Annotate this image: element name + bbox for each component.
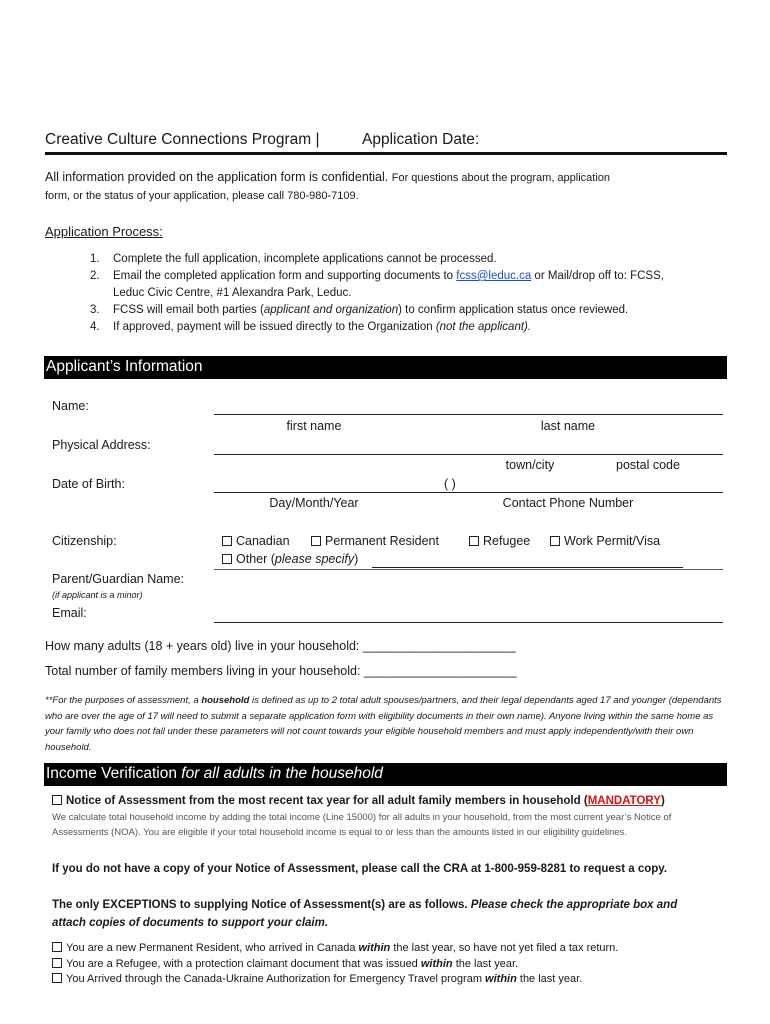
exceptions-text: The only EXCEPTIONS to supplying Notice of Assessment(s) are as follows. <box>52 899 471 911</box>
option-label: Other ( <box>236 552 275 566</box>
exception-item[interactable] <box>52 941 618 957</box>
intro-paragraph <box>45 169 715 205</box>
step-number: 3. <box>90 304 100 316</box>
exception-text-cont: the last year. <box>516 973 583 985</box>
step-number: 1. <box>90 253 100 265</box>
citizenship-refugee[interactable] <box>469 534 530 548</box>
fcss-email-link[interactable]: fcss@leduc.ca <box>456 270 532 282</box>
applicant-section-header: Applicant’s Information <box>44 356 727 379</box>
contact-info-2: form, or the status of your application, please call 780-980-7109. <box>45 190 359 202</box>
option-italic: please specify <box>274 552 355 566</box>
phone-area-code: ( ) <box>444 477 456 491</box>
citizenship-other[interactable] <box>222 552 358 566</box>
option-label: Refugee <box>483 534 531 548</box>
exception-em: within <box>420 957 453 970</box>
name-field[interactable] <box>214 414 723 415</box>
step-italic: applicant and organization <box>263 304 399 316</box>
phone-caption: Contact Phone Number <box>502 496 634 510</box>
step-text-line2: Leduc Civic Centre, #1 Alexandra Park, Leduc. <box>113 287 352 299</box>
note-bold: household <box>201 695 250 706</box>
dob-label: Date of Birth: <box>52 477 125 491</box>
note-text: **For the purposes of assessment, a <box>45 695 202 706</box>
income-title: Income Verification <box>46 765 182 782</box>
exception-em: within <box>485 973 517 985</box>
program-title: Creative Culture Connections Program | <box>45 131 320 148</box>
step-text: Email the completed application form and supporting documents to <box>113 270 457 282</box>
other-specify-field[interactable] <box>372 567 683 568</box>
exception-text-cont: the last year, so have not yet filed a tax return. <box>390 942 619 954</box>
exception-item[interactable] <box>52 972 618 988</box>
checkbox-icon[interactable] <box>52 942 62 952</box>
process-step <box>90 251 730 268</box>
email-label: Email: <box>52 606 87 620</box>
step-text: FCSS will email both parties ( <box>113 304 264 316</box>
adults-question: How many adults (18 + years old) live in your household: ______________________ <box>45 639 516 653</box>
process-steps <box>90 251 730 336</box>
checkbox-icon[interactable] <box>469 536 479 546</box>
checkbox-icon[interactable] <box>222 554 232 564</box>
step-text: Complete the full application, incomplete applications cannot be processed. <box>113 253 497 265</box>
noa-close: ) <box>660 795 665 807</box>
step-italic: (not the applicant). <box>435 321 532 333</box>
noa-description: We calculate total household income by adding the total income (Line 15000) for all adults in your household, from the most current year’s Notice of Assessments (NOA). You are eligible if your total household income is equal to or less than the amounts listed in our eligibility guidelines. <box>52 812 672 838</box>
process-step <box>90 319 730 336</box>
exception-em: within <box>358 942 391 954</box>
process-step <box>90 268 730 302</box>
contact-info-1: For questions about the program, application <box>391 172 611 184</box>
exceptions-list <box>52 941 618 988</box>
checkbox-icon[interactable] <box>52 795 62 805</box>
mandatory-badge: MANDATORY <box>587 795 661 807</box>
noa-label: Notice of Assessment from the most recent tax year for all adult family members in household ( <box>66 795 588 807</box>
last-name-caption: last name <box>540 419 596 433</box>
process-step <box>90 302 730 319</box>
option-label: Canadian <box>236 534 290 548</box>
option-label: Permanent Resident <box>325 534 439 548</box>
step-text-cont: ) to confirm application status once reviewed. <box>398 304 629 316</box>
guardian-field[interactable] <box>214 569 723 570</box>
guardian-label: Parent/Guardian Name: <box>52 572 185 586</box>
email-field[interactable] <box>214 622 723 623</box>
checkbox-icon[interactable] <box>311 536 321 546</box>
exception-text: You are a new Permanent Resident, who arrived in Canada <box>66 942 359 954</box>
citizenship-work-permit[interactable] <box>550 534 660 548</box>
guardian-note: (if applicant is a minor) <box>52 590 143 600</box>
income-section-header <box>44 763 727 786</box>
postal-code-caption: postal code <box>616 458 680 472</box>
dob-field[interactable] <box>214 492 444 493</box>
step-text-cont: or Mail/drop off to: FCSS, <box>531 270 664 282</box>
name-label: Name: <box>52 399 89 413</box>
dob-format-caption: Day/Month/Year <box>269 496 359 510</box>
total-members-question: Total number of family members living in your household: ______________________ <box>45 664 517 678</box>
citizenship-label: Citizenship: <box>52 534 117 548</box>
exception-item[interactable] <box>52 957 618 973</box>
form-header <box>45 131 727 149</box>
step-text: If approved, payment will be issued directly to the Organization <box>113 321 436 333</box>
first-name-caption: first name <box>286 419 342 433</box>
household-definition-note <box>45 693 730 755</box>
exception-text-cont: the last year. <box>452 957 519 970</box>
citizenship-canadian[interactable] <box>222 534 290 548</box>
exception-text: You Arrived through the Canada-Ukraine Authorization for Emergency Travel program <box>66 973 486 985</box>
town-city-caption: town/city <box>505 458 555 472</box>
confidential-notice: All information provided on the application form is confidential. <box>45 170 389 184</box>
income-title-italic: for all adults in the household <box>181 765 383 782</box>
application-process-title: Application Process: <box>45 224 163 239</box>
exceptions-italic: Please check the appropriate box and attach copies of documents to support your claim. <box>52 899 678 929</box>
checkbox-icon[interactable] <box>550 536 560 546</box>
header-divider <box>45 152 727 155</box>
checkbox-icon[interactable] <box>52 958 62 968</box>
phone-field[interactable] <box>444 492 723 493</box>
step-number: 2. <box>90 270 100 282</box>
application-date-label: Application Date: <box>362 131 480 148</box>
address-label: Physical Address: <box>52 438 151 452</box>
step-number: 4. <box>90 321 100 333</box>
noa-item[interactable] <box>52 795 665 807</box>
address-field[interactable] <box>214 454 723 455</box>
cra-contact-line: If you do not have a copy of your Notice of Assessment, please call the CRA at 1-800-959-8281 to request a copy. <box>52 863 668 875</box>
checkbox-icon[interactable] <box>52 973 62 983</box>
exception-text: You are a Refugee, with a protection claimant document that was issued <box>66 957 421 970</box>
citizenship-permanent-resident[interactable] <box>311 534 439 548</box>
checkbox-icon[interactable] <box>222 536 232 546</box>
exceptions-intro <box>52 896 712 932</box>
note-text-cont: is defined as up to 2 total adult spouses/partners, and their legal dependants aged 17 and younger (dependants who are over the age of 17 will need to submit a separate application form with eligibility documents in their own name). Anyone living within the same home as your family who does not fall under these parameters will not count towards your eligible household members and must apply independently/with their own household. <box>45 695 722 753</box>
option-close: ) <box>354 552 359 566</box>
option-label: Work Permit/Visa <box>564 534 661 548</box>
